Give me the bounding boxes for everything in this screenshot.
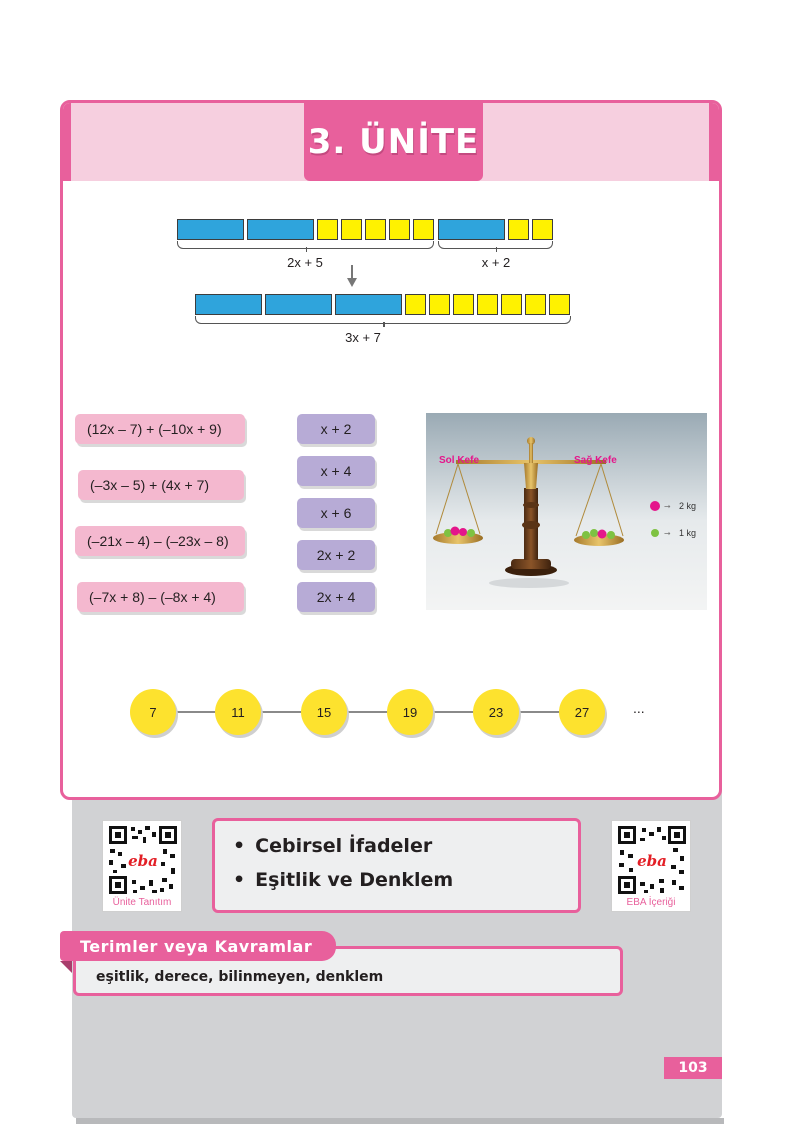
eba-logo: eba	[128, 852, 158, 870]
result-box: x + 4	[297, 456, 375, 486]
x-tile	[247, 219, 314, 240]
expression-box: (12x – 7) + (–10x + 9)	[75, 414, 245, 444]
unit-tile	[525, 294, 546, 315]
qr-caption-right: EBA İçeriği	[626, 897, 676, 908]
qr-card-eba-content[interactable]	[611, 820, 691, 912]
expression-box: (–7x + 8) – (–8x + 4)	[77, 582, 244, 612]
unit-title: 3. ÜNİTE	[307, 122, 480, 162]
label-2x-plus-5: 2x + 5	[287, 255, 323, 270]
svg-text:➞: ➞	[664, 529, 671, 538]
x-tile	[438, 219, 505, 240]
unit-tile	[501, 294, 522, 315]
unit-tile	[532, 219, 553, 240]
arrow-down-icon	[347, 265, 357, 287]
unit-tile	[413, 219, 434, 240]
expression-box: (–21x – 4) – (–23x – 8)	[75, 526, 245, 556]
terms-list: eşitlik, derece, bilinmeyen, denklem	[96, 969, 384, 985]
sequence-node: 27	[559, 689, 605, 735]
scale-left-label: Sol Kefe	[439, 455, 480, 466]
topic-item: • Eşitlik ve Denklem	[233, 869, 578, 891]
x-tile	[335, 294, 402, 315]
x-tile	[265, 294, 332, 315]
page-number: 103	[678, 1060, 708, 1076]
result-box: x + 2	[297, 414, 375, 444]
eba-logo: eba	[637, 852, 667, 870]
sequence-node: 15	[301, 689, 347, 735]
header-stripe-left	[63, 103, 71, 181]
scale-right-label: Sağ Kefe	[574, 455, 617, 466]
topic-item: • Cebirsel İfadeler	[233, 835, 578, 857]
svg-text:➞: ➞	[664, 502, 671, 511]
sequence-node: 11	[215, 689, 261, 735]
unit-tile	[341, 219, 362, 240]
label-x-plus-2: x + 2	[481, 255, 511, 270]
sequence-node: 23	[473, 689, 519, 735]
unit-tile	[477, 294, 498, 315]
brace-b	[438, 241, 553, 249]
unit-tile	[429, 294, 450, 315]
unit-tile	[389, 219, 410, 240]
header-stripe-right	[709, 103, 719, 181]
unit-tile	[405, 294, 426, 315]
qr-caption-left: Ünite Tanıtım	[112, 897, 172, 908]
brace-sum	[195, 316, 571, 324]
legend-1kg: 1 kg	[679, 528, 697, 538]
unit-topics-box	[212, 818, 581, 913]
terms-title: Terimler veya Kavramlar	[80, 936, 313, 956]
unit-tile	[453, 294, 474, 315]
unit-tile	[508, 219, 529, 240]
x-tile	[195, 294, 262, 315]
balance-scale-image	[426, 413, 707, 610]
label-3x-plus-7: 3x + 7	[345, 330, 381, 345]
sequence-ellipsis: ...	[633, 700, 645, 716]
legend-2kg: 2 kg	[679, 501, 697, 511]
terms-title-tab	[60, 931, 336, 961]
qr-code-icon	[107, 824, 179, 896]
result-box: 2x + 4	[297, 582, 375, 612]
unit-tile	[549, 294, 570, 315]
page-shadow	[76, 1118, 724, 1124]
unit-tile	[317, 219, 338, 240]
result-box: 2x + 2	[297, 540, 375, 570]
sequence-node: 19	[387, 689, 433, 735]
terms-tab-fold	[60, 961, 72, 973]
brace-a	[177, 241, 434, 249]
expression-box: (–3x – 5) + (4x + 7)	[78, 470, 244, 500]
x-tile	[177, 219, 244, 240]
unit-tile	[365, 219, 386, 240]
sequence-node: 7	[130, 689, 176, 735]
result-box: x + 6	[297, 498, 375, 528]
qr-code-icon	[616, 824, 688, 896]
unit-title-tab	[304, 103, 483, 181]
page-number-badge	[664, 1057, 722, 1079]
qr-card-unit-intro[interactable]	[102, 820, 182, 912]
